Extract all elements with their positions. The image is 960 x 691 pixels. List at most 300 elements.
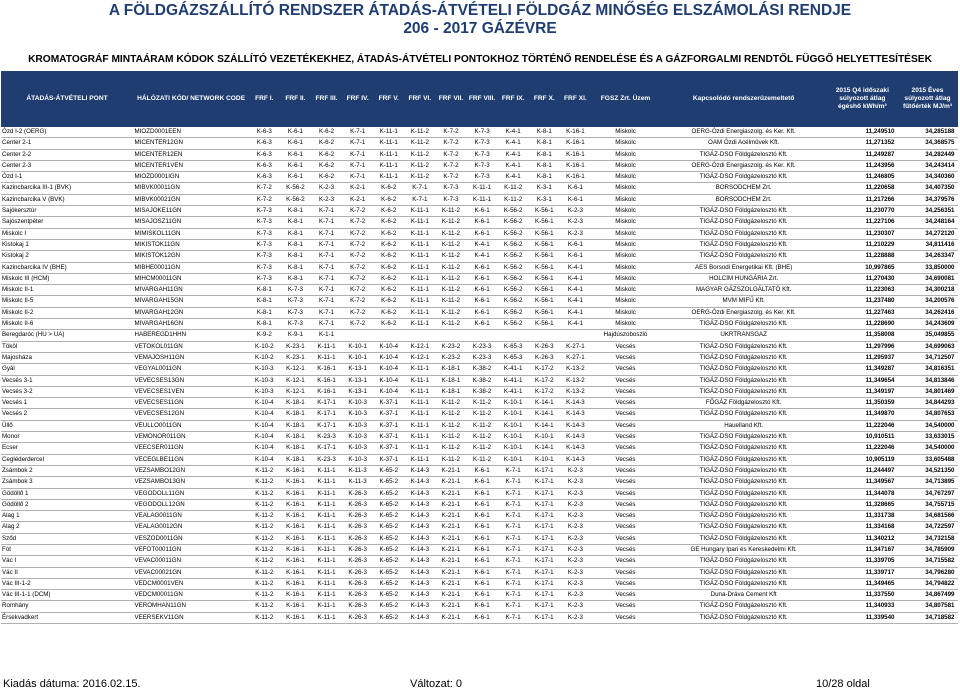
cell-frf: K-11-1 xyxy=(404,375,435,386)
cell-frf: K-26-3 xyxy=(529,352,560,363)
cell-yearly-ncv: 34,681566 xyxy=(897,511,957,522)
cell-frf: K-11-1 xyxy=(404,420,435,431)
cell-fgsz-plant: Miskolc xyxy=(591,319,660,330)
cell-frf: K-6-1 xyxy=(467,477,498,488)
cell-frf: K-16-1 xyxy=(280,567,311,578)
cell-network-code: MIVARGAH11GN xyxy=(134,285,249,296)
cell-point-name: Sajószentpéter xyxy=(1,217,134,228)
cell-network-code: MICENTER1VEN xyxy=(134,160,249,171)
cell-frf: K-7-1 xyxy=(311,296,342,307)
cell-frf: K-7-1 xyxy=(311,217,342,228)
cell-frf: K-11-1 xyxy=(404,443,435,454)
cell-point-name: Zsámbok 3 xyxy=(1,477,134,488)
cell-frf: K-23-3 xyxy=(311,432,342,443)
cell-point-name: Kistokaj 1 xyxy=(1,239,134,250)
cell-frf: K-6-2 xyxy=(373,285,404,296)
cell-q4-gcv: 11,349567 xyxy=(827,477,897,488)
cell-q4-gcv: 11,350359 xyxy=(827,398,897,409)
cell-frf: K-7-2 xyxy=(342,217,373,228)
cell-frf: K-16-1 xyxy=(560,127,591,138)
cell-fgsz-plant: Vecsés xyxy=(591,341,660,352)
cell-frf: K-4-1 xyxy=(498,160,529,171)
cell-frf: K-12-1 xyxy=(404,352,435,363)
cell-frf: K-6-1 xyxy=(467,228,498,239)
cell-point-name: Ecser xyxy=(1,443,134,454)
cell-frf: K-17-1 xyxy=(529,590,560,601)
cell-frf: K-10-1 xyxy=(498,432,529,443)
cell-frf: K-17-1 xyxy=(529,511,560,522)
cell-frf: K-11-1 xyxy=(404,409,435,420)
cell-frf: K-8-1 xyxy=(249,296,280,307)
cell-frf: K-26-3 xyxy=(342,511,373,522)
cell-frf: K-11-2 xyxy=(249,511,280,522)
cell-frf: K-10-3 xyxy=(342,398,373,409)
cell-frf: K-11-1 xyxy=(404,296,435,307)
cell-q4-gcv: 11,344078 xyxy=(827,488,897,499)
cell-fgsz-plant: Vecsés xyxy=(591,454,660,465)
cell-frf: K-6-1 xyxy=(467,556,498,567)
cell-frf: K-16-1 xyxy=(560,160,591,171)
cell-q4-gcv: 11,227106 xyxy=(827,217,897,228)
cell-frf: K-56-1 xyxy=(529,251,560,262)
table-row xyxy=(1,206,958,217)
cell-frf: K-27-1 xyxy=(560,341,591,352)
cell-frf: K-7-3 xyxy=(280,307,311,318)
cell-frf: K-10-4 xyxy=(373,341,404,352)
cell-related-operator: TIGÁZ-DSO Földgázelosztó Kft. xyxy=(660,567,827,578)
cell-frf: K-11-1 xyxy=(373,138,404,149)
cell-fgsz-plant: Miskolc xyxy=(591,149,660,160)
cell-frf xyxy=(498,330,529,341)
cell-q4-gcv: 11,331738 xyxy=(827,511,897,522)
cell-fgsz-plant: Miskolc xyxy=(591,138,660,149)
cell-frf: K-6-2 xyxy=(373,228,404,239)
cell-q4-gcv: 11,358008 xyxy=(827,330,897,341)
cell-related-operator: TIGÁZ-DSO Földgázelosztó Kft. xyxy=(660,578,827,589)
cell-related-operator: Duna-Dráva Cement Kft xyxy=(660,590,827,601)
cell-frf: K-18-1 xyxy=(280,432,311,443)
cell-frf: K-14-3 xyxy=(560,454,591,465)
cell-network-code: VEDCM0001VEN xyxy=(134,578,249,589)
cell-network-code: MIOZD0001EEN xyxy=(134,127,249,138)
cell-frf: K-13-1 xyxy=(342,364,373,375)
table-row xyxy=(1,330,958,341)
cell-related-operator: MAGYAR GÁZSZOLGÁLTATÓ Kft. xyxy=(660,285,827,296)
cell-frf: K-4-1 xyxy=(498,127,529,138)
cell-frf: K-6-2 xyxy=(373,251,404,262)
cell-point-name: Kazincbarcika III-1 (BVK) xyxy=(1,183,134,194)
cell-fgsz-plant: Miskolc xyxy=(591,183,660,194)
cell-yearly-ncv: 34,200576 xyxy=(897,296,957,307)
cell-network-code: MISAJOKE11GN xyxy=(134,206,249,217)
cell-frf: K-14-3 xyxy=(404,590,435,601)
cell-yearly-ncv: 34,794822 xyxy=(897,578,957,589)
cell-frf: K-21-1 xyxy=(435,477,466,488)
cell-fgsz-plant: Vecsés xyxy=(591,432,660,443)
cell-q4-gcv: 11,243956 xyxy=(827,160,897,171)
cell-point-name: Vác II xyxy=(1,567,134,578)
cell-frf: K-37-1 xyxy=(373,420,404,431)
cell-frf: K-11-2 xyxy=(435,239,466,250)
cell-frf: K-11-2 xyxy=(435,319,466,330)
cell-frf: K-10-4 xyxy=(373,352,404,363)
cell-q4-gcv: 11,349287 xyxy=(827,364,897,375)
cell-related-operator: OERG-Ózdi Energiaszolg. és Ker. Kft. xyxy=(660,127,827,138)
cell-frf: K-10-4 xyxy=(249,443,280,454)
cell-point-name: Gödöllő 2 xyxy=(1,499,134,510)
cell-frf: K-7-3 xyxy=(435,183,466,194)
cell-fgsz-plant: Miskolc xyxy=(591,194,660,205)
cell-frf: K-14-3 xyxy=(404,567,435,578)
cell-network-code: VEVAC00011GN xyxy=(134,556,249,567)
cell-frf: K-6-2 xyxy=(311,160,342,171)
cell-point-name: Üllő xyxy=(1,420,134,431)
cell-q4-gcv: 11,220658 xyxy=(827,183,897,194)
cell-frf: K-21-1 xyxy=(435,522,466,533)
cell-related-operator: TIGÁZ-DSO Földgázelosztó Kft. xyxy=(660,217,827,228)
cell-frf: K-12-1 xyxy=(280,386,311,397)
cell-q4-gcv: 11,295937 xyxy=(827,352,897,363)
table-row xyxy=(1,612,958,623)
cell-frf: K-17-1 xyxy=(529,578,560,589)
cell-frf: K-9-1 xyxy=(280,330,311,341)
cell-frf: K-16-1 xyxy=(311,386,342,397)
table-row xyxy=(1,477,958,488)
cell-frf: K-21-1 xyxy=(435,590,466,601)
table-row xyxy=(1,364,958,375)
cell-frf: K-7-2 xyxy=(342,251,373,262)
cell-frf: K-6-1 xyxy=(560,183,591,194)
cell-related-operator: TIGÁZ-DSO Földgázelosztó Kft. xyxy=(660,522,827,533)
cell-frf: K-26-3 xyxy=(342,522,373,533)
cell-frf: K-11-1 xyxy=(311,352,342,363)
cell-q4-gcv: 11,339540 xyxy=(827,612,897,623)
cell-yearly-ncv: 33,850000 xyxy=(897,262,957,273)
cell-point-name: Érsekvadkert xyxy=(1,612,134,623)
cell-frf: K-10-2 xyxy=(249,341,280,352)
cell-yearly-ncv: 34,755715 xyxy=(897,499,957,510)
cell-fgsz-plant: Vecsés xyxy=(591,578,660,589)
cell-fgsz-plant: Miskolc xyxy=(591,206,660,217)
cell-yearly-ncv: 34,813846 xyxy=(897,375,957,386)
cell-frf: K-6-1 xyxy=(467,612,498,623)
cell-frf: K-6-2 xyxy=(311,127,342,138)
cell-yearly-ncv: 34,272120 xyxy=(897,228,957,239)
cell-frf: K-41-1 xyxy=(498,386,529,397)
cell-related-operator: FŐGÁZ Földgázelosztó Kft. xyxy=(660,398,827,409)
cell-related-operator: BORSODCHEM Zrt. xyxy=(660,183,827,194)
cell-related-operator: TIGÁZ-DSO Földgázelosztó Kft. xyxy=(660,454,827,465)
cell-q4-gcv: 11,339717 xyxy=(827,567,897,578)
cell-frf: K-7-1 xyxy=(498,556,529,567)
cell-frf: K-2-3 xyxy=(560,217,591,228)
table-row xyxy=(1,296,958,307)
cell-yearly-ncv: 33,633015 xyxy=(897,432,957,443)
cell-frf: K-26-3 xyxy=(529,341,560,352)
table-row xyxy=(1,194,958,205)
cell-related-operator: TIGÁZ-DSO Földgázelosztó Kft. xyxy=(660,556,827,567)
cell-frf: K-11-2 xyxy=(435,432,466,443)
cell-frf: K-11-1 xyxy=(404,454,435,465)
cell-fgsz-plant: Miskolc xyxy=(591,285,660,296)
table-body xyxy=(1,127,958,624)
cell-frf: K-17-2 xyxy=(529,364,560,375)
cell-frf: K-11-1 xyxy=(311,522,342,533)
cell-frf: K-6-1 xyxy=(467,544,498,555)
cell-frf: K-2-3 xyxy=(560,488,591,499)
cell-frf: K-14-3 xyxy=(560,443,591,454)
cell-frf: K-23-2 xyxy=(435,352,466,363)
cell-point-name: Center 2-2 xyxy=(1,149,134,160)
cell-frf: K-37-1 xyxy=(373,398,404,409)
cell-frf: K-26-3 xyxy=(342,567,373,578)
cell-frf: K-11-2 xyxy=(467,443,498,454)
cell-q4-gcv: 11,227463 xyxy=(827,307,897,318)
table-row xyxy=(1,499,958,510)
cell-frf: K-16-1 xyxy=(280,544,311,555)
cell-frf: K-14-3 xyxy=(404,499,435,510)
cell-network-code: VEROMHAN11GN xyxy=(134,601,249,612)
cell-frf: K-14-3 xyxy=(404,465,435,476)
table-row xyxy=(1,172,958,183)
cell-frf: K-6-2 xyxy=(373,239,404,250)
cell-fgsz-plant: Miskolc xyxy=(591,296,660,307)
cell-frf: K-10-3 xyxy=(342,420,373,431)
table-row xyxy=(1,544,958,555)
cell-frf: K-11-2 xyxy=(435,285,466,296)
cell-network-code: MICENTER12EN xyxy=(134,149,249,160)
cell-frf: K-11-2 xyxy=(435,296,466,307)
cell-frf: K-11-1 xyxy=(404,285,435,296)
cell-network-code: VECEGLBE11GN xyxy=(134,454,249,465)
cell-network-code: MIHCM00011GN xyxy=(134,273,249,284)
cell-related-operator: OERG-Ózdi Energiaszolg. és Ker. Kft. xyxy=(660,307,827,318)
cell-yearly-ncv: 34,368575 xyxy=(897,138,957,149)
cell-frf: K-7-1 xyxy=(342,149,373,160)
cell-frf: K-2-3 xyxy=(560,206,591,217)
cell-frf: K-6-1 xyxy=(280,127,311,138)
cell-yearly-ncv: 34,722597 xyxy=(897,522,957,533)
cell-related-operator: TIGÁZ-DSO Földgázelosztó Kft. xyxy=(660,477,827,488)
cell-frf: K-14-1 xyxy=(529,398,560,409)
cell-frf: K-26-3 xyxy=(342,544,373,555)
cell-frf: K-4-1 xyxy=(560,262,591,273)
table-row xyxy=(1,319,958,330)
cell-related-operator: AES Borsodi Energetikai Kft. (BHE) xyxy=(660,262,827,273)
cell-frf: K-7-1 xyxy=(498,488,529,499)
cell-frf: K-17-1 xyxy=(529,556,560,567)
cell-frf: K-7-1 xyxy=(404,194,435,205)
cell-network-code: VEZSAMBO12GN xyxy=(134,465,249,476)
cell-frf: K-7-2 xyxy=(342,319,373,330)
cell-frf: K-2-1 xyxy=(342,183,373,194)
cell-frf: K-4-1 xyxy=(560,307,591,318)
cell-frf: K-16-1 xyxy=(560,149,591,160)
cell-frf: K-10-1 xyxy=(498,454,529,465)
cell-frf: K-7-1 xyxy=(311,262,342,273)
cell-frf: K-6-1 xyxy=(467,488,498,499)
table-row xyxy=(1,228,958,239)
cell-frf: K-7-2 xyxy=(249,194,280,205)
cell-frf: K-11-1 xyxy=(404,262,435,273)
cell-related-operator: TIGÁZ-DSO Földgázelosztó Kft. xyxy=(660,443,827,454)
cell-fgsz-plant: Vecsés xyxy=(591,375,660,386)
cell-related-operator: TIGÁZ-DSO Földgázelosztó Kft. xyxy=(660,228,827,239)
cell-network-code: MIVARGAH15GN xyxy=(134,296,249,307)
cell-fgsz-plant: Vecsés xyxy=(591,386,660,397)
cell-frf: K-11-2 xyxy=(467,409,498,420)
cell-frf: K-16-1 xyxy=(280,465,311,476)
cell-point-name: Sződ xyxy=(1,533,134,544)
cell-frf: K-14-3 xyxy=(560,420,591,431)
cell-fgsz-plant: Miskolc xyxy=(591,217,660,228)
cell-frf xyxy=(373,330,404,341)
cell-frf: K-14-1 xyxy=(529,409,560,420)
cell-frf: K-6-1 xyxy=(560,194,591,205)
cell-frf: K-65-2 xyxy=(373,590,404,601)
cell-point-name: Kazincbarcika IV (BHE) xyxy=(1,262,134,273)
cell-frf: K-16-1 xyxy=(280,590,311,601)
cell-q4-gcv: 11,244497 xyxy=(827,465,897,476)
document-subtitle: 206 - 2017 GÁZÉVRE xyxy=(403,20,557,37)
cell-frf: K-23-2 xyxy=(435,341,466,352)
cell-q4-gcv: 11,223063 xyxy=(827,285,897,296)
cell-point-name: Tököl xyxy=(1,341,134,352)
cell-frf: K-17-1 xyxy=(311,398,342,409)
cell-frf: K-6-1 xyxy=(467,499,498,510)
cell-frf: K-11-1 xyxy=(311,477,342,488)
cell-frf: K-6-2 xyxy=(373,194,404,205)
cell-related-operator: TIGÁZ-DSO Földgázelosztó Kft. xyxy=(660,488,827,499)
cell-frf: K-11-2 xyxy=(435,217,466,228)
cell-frf: K-18-1 xyxy=(280,420,311,431)
cell-frf: K-16-1 xyxy=(311,375,342,386)
cell-frf: K-8-1 xyxy=(529,172,560,183)
cell-frf: K-56-1 xyxy=(529,228,560,239)
cell-frf: K-11-2 xyxy=(498,194,529,205)
cell-frf: K-21-1 xyxy=(435,499,466,510)
cell-frf: K-7-1 xyxy=(311,239,342,250)
cell-frf: K-14-1 xyxy=(529,420,560,431)
cell-frf: K-16-1 xyxy=(280,601,311,612)
cell-q4-gcv: 10,905119 xyxy=(827,454,897,465)
cell-fgsz-plant: Vecsés xyxy=(591,544,660,555)
cell-point-name: Miskolc II-5 xyxy=(1,296,134,307)
cell-frf: K-6-1 xyxy=(280,138,311,149)
cell-frf: K-6-1 xyxy=(467,511,498,522)
cell-network-code: MICENTER12GN xyxy=(134,138,249,149)
cell-frf: K-11-1 xyxy=(311,612,342,623)
cell-network-code: MIVARGAH16GN xyxy=(134,319,249,330)
cell-yearly-ncv: 34,690081 xyxy=(897,273,957,284)
table-row xyxy=(1,488,958,499)
cell-frf: K-11-2 xyxy=(467,420,498,431)
col-header-related-operator: Kapcsolódó rendszerüzemeltető xyxy=(660,71,827,127)
cell-frf: K-6-3 xyxy=(249,138,280,149)
cell-frf: K-11-2 xyxy=(467,454,498,465)
table-row xyxy=(1,590,958,601)
cell-frf: K-7-1 xyxy=(498,567,529,578)
cell-frf: K-11-1 xyxy=(404,251,435,262)
cell-frf: K-10-3 xyxy=(342,443,373,454)
cell-frf: K-65-2 xyxy=(373,499,404,510)
cell-frf: K-14-3 xyxy=(404,477,435,488)
cell-frf: K-7-2 xyxy=(342,228,373,239)
cell-frf: K-7-3 xyxy=(249,217,280,228)
cell-frf: K-4-1 xyxy=(498,172,529,183)
cell-frf: K-13-2 xyxy=(560,364,591,375)
cell-point-name: Gödöllő 1 xyxy=(1,488,134,499)
cell-frf: K-56-2 xyxy=(498,239,529,250)
cell-q4-gcv: 11,297996 xyxy=(827,341,897,352)
cell-network-code: VEVECSES11GN xyxy=(134,398,249,409)
cell-frf: K-11-2 xyxy=(435,262,466,273)
cell-frf: K-14-1 xyxy=(529,443,560,454)
cell-frf: K-26-3 xyxy=(342,590,373,601)
cell-yearly-ncv: 34,285188 xyxy=(897,127,957,138)
table-row xyxy=(1,443,958,454)
cell-frf: K-1-1 xyxy=(311,330,342,341)
cell-frf: K-23-3 xyxy=(311,454,342,465)
cell-frf: K-11-2 xyxy=(435,273,466,284)
cell-frf: K-6-2 xyxy=(373,296,404,307)
cell-frf: K-10-3 xyxy=(249,386,280,397)
col-header-frf-9: FRF IX. xyxy=(498,71,529,127)
cell-frf: K-56-1 xyxy=(529,296,560,307)
table-row xyxy=(1,465,958,476)
cell-frf: K-13-2 xyxy=(560,375,591,386)
cell-yearly-ncv: 34,712507 xyxy=(897,352,957,363)
cell-frf: K-56-1 xyxy=(529,307,560,318)
cell-frf: K-2-3 xyxy=(311,194,342,205)
cell-fgsz-plant: Vecsés xyxy=(591,465,660,476)
table-row xyxy=(1,601,958,612)
table-row xyxy=(1,138,958,149)
cell-frf: K-4-1 xyxy=(560,273,591,284)
cell-frf: K-6-3 xyxy=(249,160,280,171)
cell-related-operator: TIGÁZ-DSO Földgázelosztó Kft. xyxy=(660,206,827,217)
cell-frf: K-11-2 xyxy=(404,172,435,183)
cell-frf: K-18-1 xyxy=(435,386,466,397)
cell-frf: K-11-1 xyxy=(311,511,342,522)
cell-q4-gcv: 11,339705 xyxy=(827,556,897,567)
cell-fgsz-plant: Miskolc xyxy=(591,262,660,273)
cell-frf: K-7-3 xyxy=(467,160,498,171)
cell-network-code: MIKISTOK12GN xyxy=(134,251,249,262)
cell-frf: K-7-1 xyxy=(311,285,342,296)
cell-frf: K-11-2 xyxy=(249,578,280,589)
cell-frf: K-17-1 xyxy=(529,601,560,612)
cell-point-name: Cegléderdercel xyxy=(1,454,134,465)
cell-yearly-ncv: 34,243609 xyxy=(897,319,957,330)
cell-frf: K-26-3 xyxy=(342,488,373,499)
cell-point-name: Vecsés 2 xyxy=(1,409,134,420)
cell-frf: K-6-3 xyxy=(249,172,280,183)
cell-q4-gcv: 11,349465 xyxy=(827,578,897,589)
cell-network-code: VEVECSES1VEN xyxy=(134,386,249,397)
cell-q4-gcv: 11,271352 xyxy=(827,138,897,149)
cell-yearly-ncv: 34,807581 xyxy=(897,601,957,612)
cell-frf: K-11-1 xyxy=(404,239,435,250)
cell-frf: K-10-4 xyxy=(249,420,280,431)
cell-frf: K-10-1 xyxy=(498,398,529,409)
cell-frf: K-10-3 xyxy=(342,432,373,443)
cell-frf xyxy=(404,330,435,341)
cell-network-code: VEGODOLL11GN xyxy=(134,488,249,499)
issue-date: Kiadás dátuma: 2016.02.15. xyxy=(3,678,141,690)
table-row xyxy=(1,556,958,567)
cell-frf: K-11-1 xyxy=(311,590,342,601)
